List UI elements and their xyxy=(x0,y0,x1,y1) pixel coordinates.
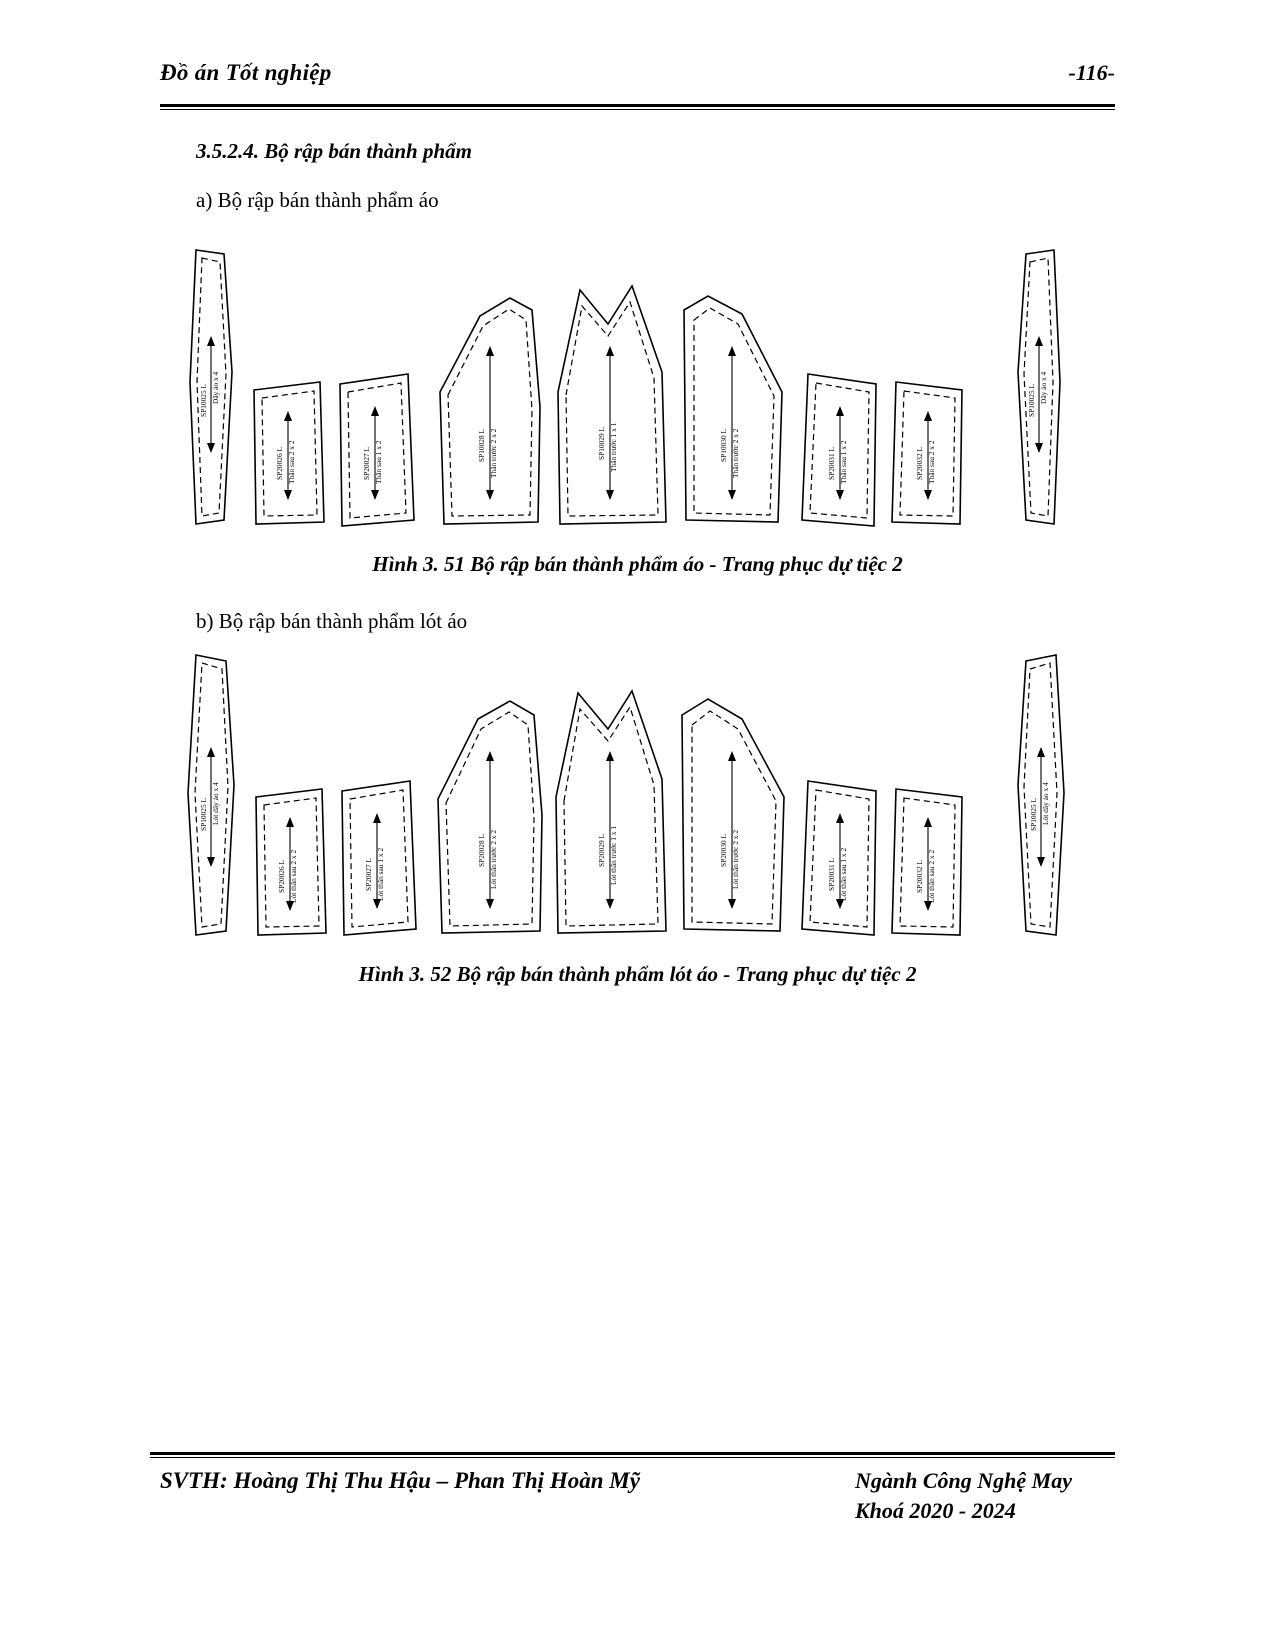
pattern-piece xyxy=(190,250,232,524)
piece-code: SP20031 L xyxy=(827,857,836,891)
piece-label: Thân sau 1 x 2 xyxy=(374,440,383,484)
pattern-piece xyxy=(558,286,666,524)
piece-label: Dây áo x 4 xyxy=(211,371,220,404)
pattern-piece xyxy=(256,789,326,935)
pattern-piece xyxy=(684,296,782,522)
pattern-piece xyxy=(340,374,414,526)
pattern-piece xyxy=(682,699,784,931)
pattern-piece xyxy=(438,701,542,933)
piece-code: SP10030 L xyxy=(719,428,728,462)
piece-code: SP10025 L xyxy=(1029,797,1038,831)
piece-label: Lót thân sau 2 x 2 xyxy=(927,849,936,903)
pattern-piece xyxy=(556,691,666,933)
figure-2-pattern-set-lot-ao xyxy=(180,645,1095,945)
piece-label: Lót thân sau 1 x 2 xyxy=(839,847,848,901)
piece-label: Thân trước 2 x 2 xyxy=(489,428,498,478)
pattern-piece xyxy=(802,781,876,935)
pattern-piece xyxy=(1018,655,1064,935)
piece-code: SP20032 L xyxy=(915,446,924,480)
pattern-piece xyxy=(342,781,416,935)
paragraph-item-b: b) Bộ rập bán thành phẩm lót áo xyxy=(196,609,468,633)
header-divider xyxy=(160,104,1115,110)
pattern-piece xyxy=(802,374,876,526)
piece-code: SP10029 L xyxy=(597,426,606,460)
piece-code: SP10028 L xyxy=(477,428,486,462)
piece-code: SP20028 L xyxy=(477,833,486,867)
footer-major: Ngành Công Nghệ May xyxy=(855,1468,1072,1493)
piece-label: Lót thân trước 2 x 2 xyxy=(731,829,740,889)
footer-department xyxy=(855,1466,1072,1525)
piece-code: SP20026 L xyxy=(277,859,286,893)
piece-code: SP20029 L xyxy=(597,833,606,867)
figure-1-caption: Hình 3. 51 Bộ rập bán thành phẩm áo - Trang phục dự tiệc 2 xyxy=(372,552,903,576)
header-title: Đồ án Tốt nghiệp xyxy=(160,60,332,85)
piece-code: SP20031 L xyxy=(827,446,836,480)
pattern-piece xyxy=(188,655,234,935)
page-header xyxy=(160,60,1115,86)
piece-label: Thân sau 1 x 2 xyxy=(839,440,848,484)
piece-label: Lót dây áo x 4 xyxy=(211,782,220,825)
piece-label: Thân sau 2 x 2 xyxy=(287,440,296,484)
piece-label: Lót dây áo x 4 xyxy=(1041,782,1050,825)
pattern-piece xyxy=(254,382,324,524)
pattern-piece xyxy=(892,789,962,935)
footer-divider xyxy=(150,1452,1115,1458)
piece-code: SP10025 L xyxy=(1027,383,1036,417)
footer-course: Khoá 2020 - 2024 xyxy=(855,1497,1016,1523)
paragraph-item-a: a) Bộ rập bán thành phẩm áo xyxy=(196,188,439,212)
piece-code: SP20032 L xyxy=(915,859,924,893)
piece-label: Thân sau 2 x 2 xyxy=(927,440,936,484)
figure-2-caption: Hình 3. 52 Bộ rập bán thành phẩm lót áo - Trang phục dự tiệc 2 xyxy=(358,962,917,986)
piece-code: SP20026 L xyxy=(275,446,284,480)
piece-code: SP20027 L xyxy=(362,446,371,480)
piece-code: SP20030 L xyxy=(719,833,728,867)
pattern-piece xyxy=(892,382,962,524)
pattern-piece xyxy=(440,298,540,524)
pattern-piece xyxy=(1018,250,1060,524)
figure-1-pattern-set-ao xyxy=(180,232,1095,532)
piece-code: SP10025 L xyxy=(199,383,208,417)
piece-label: Thân trước 2 x 2 xyxy=(731,428,740,478)
piece-label: Lót thân trước 1 x 1 xyxy=(609,825,618,885)
piece-label: Thân trước 1 x 1 xyxy=(609,422,618,472)
footer-authors: SVTH: Hoàng Thị Thu Hậu – Phan Thị Hoàn Mỹ xyxy=(160,1468,640,1493)
piece-label: Dây áo x 4 xyxy=(1039,371,1048,404)
piece-code: SP20027 L xyxy=(364,857,373,891)
piece-label: Lót thân sau 1 x 2 xyxy=(376,847,385,901)
piece-label: Lót thân trước 2 x 2 xyxy=(489,829,498,889)
piece-code: SP10025 L xyxy=(199,797,208,831)
piece-label: Lót thân sau 2 x 2 xyxy=(289,849,298,903)
page-number: -116- xyxy=(1068,60,1115,85)
section-heading: 3.5.2.4. Bộ rập bán thành phẩm xyxy=(196,139,472,163)
